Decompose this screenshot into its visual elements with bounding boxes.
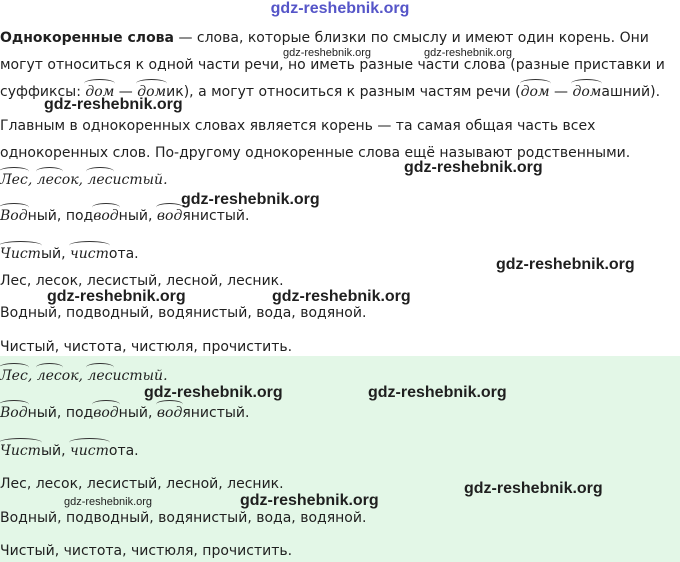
watermark: gdz-reshebnik.org	[283, 47, 372, 59]
word-rest: ный,	[118, 208, 157, 224]
list-vod: Водный, подводный, водянистый, вода, водяной.	[0, 305, 367, 321]
root-vod: вод	[93, 405, 119, 421]
separator: ,	[27, 368, 37, 384]
theory-text: ашний).	[601, 84, 661, 100]
separator: ,	[27, 172, 37, 188]
term-bold: Однокоренные слова	[0, 30, 174, 46]
theory-text: ик), а могут относиться к разным частям речи (	[166, 84, 521, 100]
root-les: Лес	[0, 368, 28, 384]
word-group-les	[0, 172, 168, 188]
list-les: Лес, лесок, лесистый, лесной, лесник.	[0, 273, 284, 289]
root-les: лес	[87, 172, 113, 188]
watermark-top: gdz-reshebnik.org	[270, 0, 410, 17]
watermark: gdz-reshebnik.org	[404, 159, 543, 176]
word-rest: янистый.	[182, 405, 250, 421]
watermark: gdz-reshebnik.org	[144, 384, 283, 401]
theory-text: —	[114, 84, 138, 100]
theory-text: —	[549, 84, 573, 100]
theory-line-4: Главным в однокоренных словах является корень — та самая общая часть всех	[0, 118, 596, 134]
watermark: gdz-reshebnik.org	[368, 384, 507, 401]
watermark: gdz-reshebnik.org	[64, 496, 153, 508]
list-vod-2: Водный, подводный, водянистый, вода, водяной.	[0, 510, 367, 526]
theory-text: — слова, которые близки по смыслу и имеют один корень. Они	[174, 30, 649, 46]
root-chist: чист	[70, 246, 109, 262]
root-chist: Чист	[0, 246, 41, 262]
word-prefix: под	[65, 405, 94, 421]
watermark: gdz-reshebnik.org	[496, 256, 635, 273]
word-rest: истый.	[112, 172, 168, 188]
word-group-vod-2	[0, 405, 249, 421]
watermark: gdz-reshebnik.org	[272, 288, 411, 305]
root-vod: вод	[156, 208, 183, 224]
root-dom: дом	[572, 84, 602, 100]
word-rest: ый,	[40, 246, 71, 262]
word-rest: ный,	[27, 405, 66, 421]
watermark: gdz-reshebnik.org	[44, 96, 183, 113]
root-vod: вод	[93, 208, 119, 224]
word-rest: ный,	[27, 208, 66, 224]
root-chist: Чист	[0, 443, 41, 459]
theory-line-1	[0, 30, 649, 46]
answer-highlight-block	[0, 356, 680, 562]
root-les: лес	[87, 368, 113, 384]
list-chist: Чистый, чистота, чистюля, прочистить.	[0, 339, 293, 355]
theory-text: суффиксы:	[0, 84, 86, 100]
watermark: gdz-reshebnik.org	[181, 191, 320, 208]
word-rest: ый,	[40, 443, 71, 459]
word-rest: ота.	[108, 246, 139, 262]
root-les: Лес	[0, 172, 28, 188]
root-vod: Вод	[0, 405, 28, 421]
root-les: лес	[36, 172, 62, 188]
word-rest: янистый.	[182, 208, 250, 224]
theory-line-5: однокоренных слов. По-другому однокоренные слова ещё называют родственными.	[0, 145, 631, 161]
root-dom: дом	[137, 84, 167, 100]
watermark: gdz-reshebnik.org	[240, 492, 379, 509]
list-chist-2: Чистый, чистота, чистюля, прочистить.	[0, 543, 293, 559]
word-rest: ота.	[108, 443, 139, 459]
watermark: gdz-reshebnik.org	[47, 288, 186, 305]
word-prefix: под	[65, 208, 94, 224]
word-group-chist	[0, 246, 139, 262]
word-group-vod	[0, 208, 249, 224]
word-rest: ок,	[61, 368, 88, 384]
root-dom: дом	[520, 84, 550, 100]
word-group-les-2	[0, 368, 168, 384]
word-rest: ок,	[61, 172, 88, 188]
watermark: gdz-reshebnik.org	[424, 47, 513, 59]
root-dom: дом	[85, 84, 115, 100]
word-rest: истый.	[112, 368, 168, 384]
word-group-chist-2	[0, 443, 139, 459]
root-vod: Вод	[0, 208, 28, 224]
list-les-2: Лес, лесок, лесистый, лесной, лесник.	[0, 476, 284, 492]
root-les: лес	[36, 368, 62, 384]
word-rest: ный,	[118, 405, 157, 421]
root-chist: чист	[70, 443, 109, 459]
theory-line-2: могут относиться к одной части речи, но иметь разные части слова (разные приставки и	[0, 57, 665, 73]
root-vod: вод	[156, 405, 183, 421]
watermark: gdz-reshebnik.org	[464, 480, 603, 497]
